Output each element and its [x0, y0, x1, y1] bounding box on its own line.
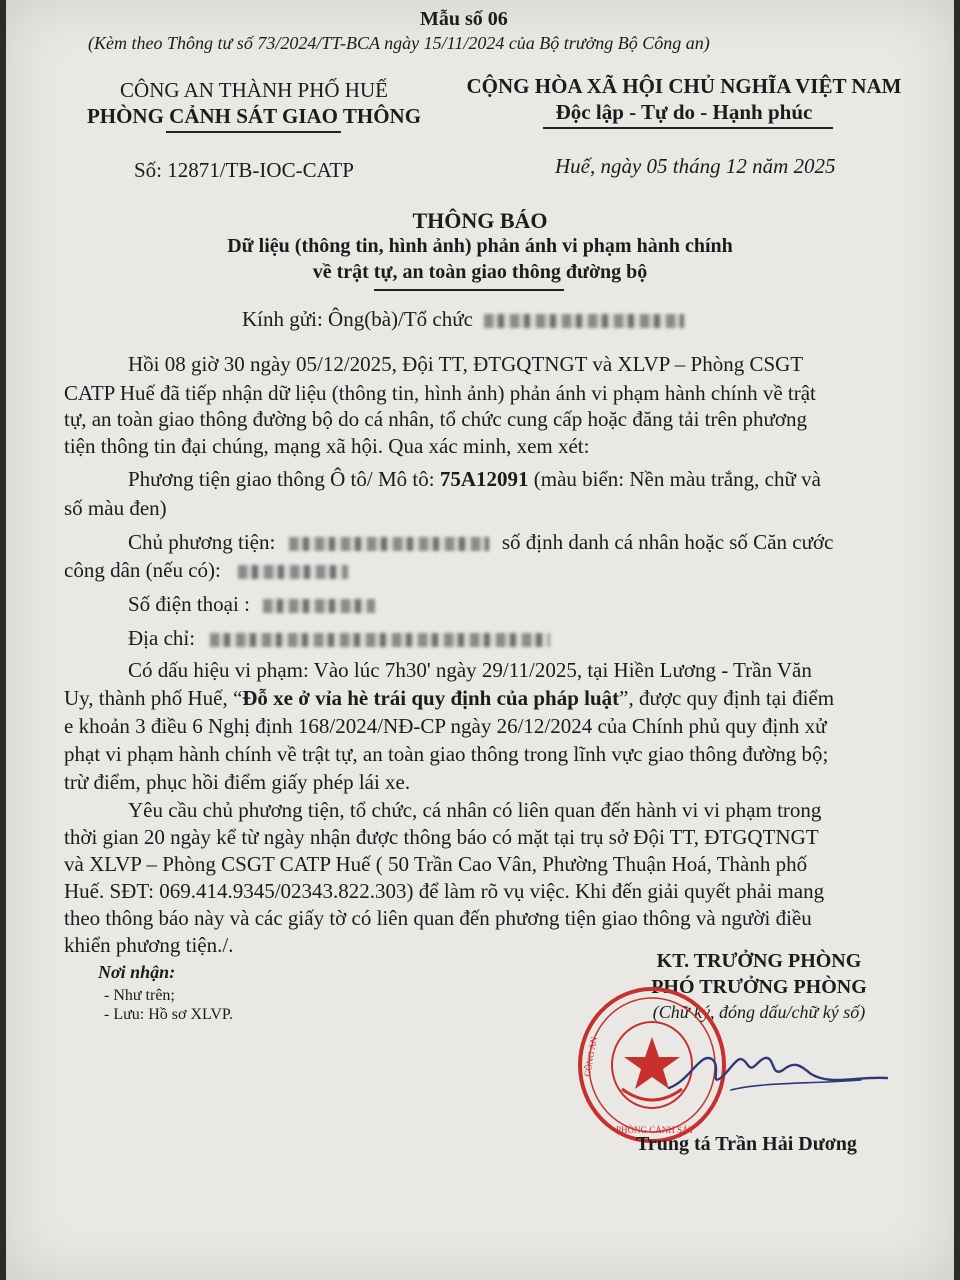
doc-title: THÔNG BÁO [412, 208, 548, 233]
owner-id-label: số định danh cá nhân hoặc số Căn cước [501, 530, 834, 554]
form-note: (Kèm theo Thông tư số 73/2024/TT-BCA ngày 15/11/2024 của Bộ trưởng Bộ Công an) [88, 33, 710, 53]
nation-motto: Độc lập - Tự do - Hạnh phúc [555, 100, 813, 124]
violation-line-1: Có dấu hiệu vi phạm: Vào lúc 7h30' ngày 29/11/2025, tại Hiền Lương - Trần Văn [128, 658, 812, 682]
signature [661, 1030, 891, 1100]
violation-line-2 [64, 684, 834, 713]
agency-line1: CÔNG AN THÀNH PHỐ HUẾ [120, 78, 388, 102]
request-line-2: thời gian 20 ngày kể từ ngày nhận được thông báo có mặt tại trụ sở Đội TT, ĐTGQTNGT [64, 825, 819, 849]
vehicle-line-2: số màu đen) [64, 496, 167, 520]
recipient-label: Kính gửi: Ông(bà)/Tổ chức [242, 307, 473, 331]
phone-line [128, 590, 375, 619]
intro-line-3: tự, an toàn giao thông đường bộ do cá nhân, tổ chức cung cấp hoặc đăng tải trên phương [64, 407, 808, 431]
signer-name: Trung tá Trần Hải Dương [636, 1133, 857, 1155]
intro-line-1: Hồi 08 giờ 30 ngày 05/12/2025, Đội TT, ĐTGQTNGT và XLVP – Phòng CSGT [128, 352, 804, 376]
signature-note: (Chữ ký, đóng dấu/chữ ký số) [652, 1002, 866, 1022]
vehicle-plate-color: (màu biển: Nền màu trắng, chữ và [528, 467, 821, 491]
request-line-1: Yêu cầu chủ phương tiện, tổ chức, cá nhân có liên quan đến hành vi vi phạm trong [128, 798, 822, 822]
doc-subtitle-2: về trật tự, an toàn giao thông đường bộ [312, 261, 648, 283]
request-line-4: Huế. SĐT: 069.414.9345/02343.822.303) để làm rõ vụ việc. Khi đến giải quyết phải mang [64, 879, 825, 903]
agency-underline [166, 131, 341, 133]
nation-line1: CỘNG HÒA XÃ HỘI CHỦ NGHĨA VIỆT NAM [466, 74, 902, 98]
violation-description: Đỗ xe ở vỉa hè trái quy định của pháp luật [242, 686, 620, 710]
svg-text:PHÒNG CẢNH SÁT: PHÒNG CẢNH SÁT [616, 1125, 695, 1135]
agency-line2: PHÒNG CẢNH SÁT GIAO THÔNG [86, 104, 422, 128]
owner-line [128, 528, 833, 557]
phone-label: Số điện thoại : [128, 592, 250, 616]
violation-line-5: trừ điểm, phục hồi điểm giấy phép lái xe. [64, 770, 411, 794]
doc-number: Số: 12871/TB-IOC-CATP [134, 158, 354, 182]
violation-place: Uy, thành phố Huế, “ [64, 686, 243, 710]
vehicle-label: Phương tiện giao thông Ô tô/ Mô tô: [128, 467, 440, 491]
request-line-6: khiển phương tiện./. [64, 933, 234, 957]
redacted-id [238, 565, 348, 579]
request-line-5: theo thông báo này và các giấy tờ có liên quan đến phương tiện giao thông và người điều [64, 906, 812, 930]
address-label: Địa chỉ: [128, 626, 196, 650]
redacted-recipient [484, 314, 684, 328]
owner-id-text: công dân (nếu có): [64, 558, 221, 582]
redacted-phone [263, 599, 375, 613]
redacted-address [210, 633, 550, 647]
vehicle-plate: 75A12091 [439, 467, 529, 491]
redacted-owner [289, 537, 489, 551]
address-line [128, 624, 550, 653]
violation-reg-intro: ”, được quy định tại điểm [619, 686, 835, 710]
svg-text:CÔNG AN: CÔNG AN [582, 1035, 599, 1078]
violation-line-4: phạt vi phạm hành chính về trật tự, an toàn giao thông trong lĩnh vực giao thông đường bộ; [64, 742, 829, 766]
doc-subtitle-1: Dữ liệu (thông tin, hình ảnh) phản ánh vi phạm hành chính [227, 235, 733, 257]
owner-label: Chủ phương tiện: [128, 530, 276, 554]
signer-title-1: KT. TRƯỞNG PHÒNG [656, 950, 862, 972]
request-line-3: và XLVP – Phòng CSGT CATP Huế ( 50 Trần Cao Vân, Phường Thuận Hoá, Thành phố [64, 852, 808, 876]
intro-line-4: tiện thông tin đại chúng, mạng xã hội. Qua xác minh, xem xét: [64, 434, 590, 458]
recipients-label: Nơi nhận: [98, 962, 176, 982]
violation-line-3: e khoản 3 điều 6 Nghị định 168/2024/NĐ-CP ngày 26/12/2024 của Chính phủ quy định xử [64, 714, 827, 738]
document-sheet [6, 0, 954, 1280]
recipient-item-2: - Lưu: Hồ sơ XLVP. [104, 1006, 233, 1023]
recipient-line [242, 305, 684, 334]
intro-line-2: CATP Huế đã tiếp nhận dữ liệu (thông tin, hình ảnh) phản ánh vi phạm hành chính về trật [64, 381, 816, 405]
owner-id-line [64, 556, 348, 585]
signer-title-2: PHÓ TRƯỞNG PHÒNG [651, 976, 867, 998]
form-number: Mẫu số 06 [420, 8, 508, 30]
motto-underline [543, 127, 833, 129]
vehicle-line [128, 465, 821, 494]
subtitle-underline [374, 289, 564, 291]
place-date: Huế, ngày 05 tháng 12 năm 2025 [555, 154, 836, 178]
recipient-item-1: - Như trên; [104, 987, 175, 1004]
